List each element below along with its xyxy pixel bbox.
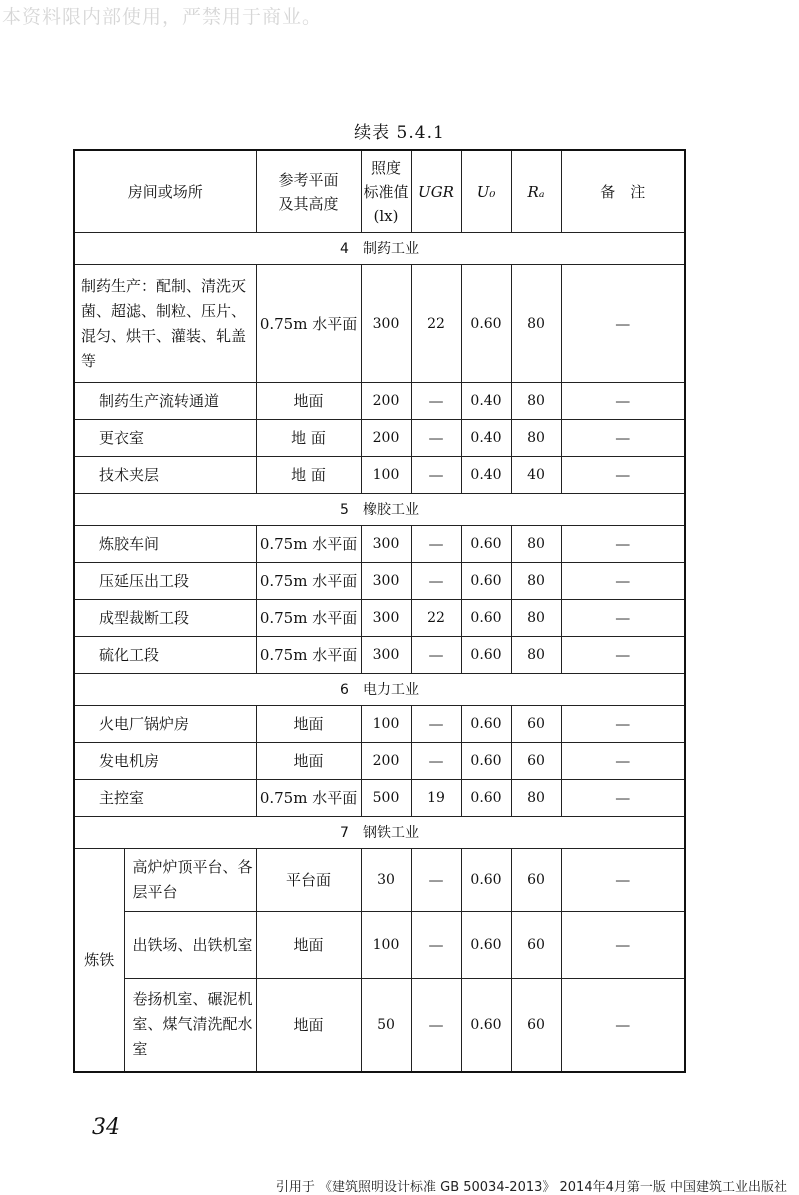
ugr-cell: — [411,526,461,563]
note-cell: — [561,383,685,420]
ra-cell: 60 [511,706,561,743]
header-plane-line2: 及其高度 [278,194,339,213]
section-row [74,494,685,526]
plane-cell: 0.75m 水平面 [256,600,361,637]
ra-cell: 60 [511,979,561,1072]
section-title: 4 制药工业 [74,233,685,265]
lux-cell: 300 [361,563,411,600]
header-ugr: UGR [411,150,461,233]
header-lux-line1: 照度 [371,158,402,177]
u0-cell: 0.60 [461,743,511,780]
ra-cell: 80 [511,563,561,600]
section-title: 5 橡胶工业 [74,494,685,526]
room-cell: 更衣室 [74,420,256,457]
ra-cell: 40 [511,457,561,494]
table-row [74,600,685,637]
lux-cell: 300 [361,637,411,674]
plane-cell: 0.75m 水平面 [256,637,361,674]
u0-cell: 0.40 [461,383,511,420]
u0-cell: 0.60 [461,780,511,817]
lux-cell: 200 [361,420,411,457]
plane-cell: 地面 [256,706,361,743]
note-cell: — [561,743,685,780]
header-lux-line3: (lx) [373,206,399,225]
header-plane-line1: 参考平面 [278,170,339,189]
plane-cell: 地面 [256,979,361,1072]
ra-cell: 60 [511,912,561,979]
header-lux [361,150,411,233]
header-ra: Rₐ [511,150,561,233]
u0-cell: 0.60 [461,526,511,563]
u0-cell: 0.60 [461,563,511,600]
ugr-cell: — [411,979,461,1072]
lux-cell: 30 [361,849,411,912]
ugr-cell: — [411,743,461,780]
room-cell: 高炉炉顶平台、各层平台 [124,849,256,912]
table-row [74,383,685,420]
section-row [74,233,685,265]
room-cell: 出铁场、出铁机室 [124,912,256,979]
page-number: 34 [92,1115,120,1140]
ra-cell: 80 [511,600,561,637]
ugr-cell: — [411,457,461,494]
ra-cell: 60 [511,743,561,780]
table-caption: 续表 5.4.1 [354,123,445,143]
note-cell: — [561,457,685,494]
ugr-cell: 19 [411,780,461,817]
u0-cell: 0.40 [461,457,511,494]
ugr-cell: — [411,420,461,457]
section-title: 7 钢铁工业 [74,817,685,849]
table-row [74,979,685,1072]
note-cell: — [561,265,685,383]
section-title: 6 电力工业 [74,674,685,706]
room-cell: 发电机房 [74,743,256,780]
ra-cell: 60 [511,849,561,912]
ugr-cell: 22 [411,600,461,637]
u0-cell: 0.60 [461,265,511,383]
note-cell: — [561,979,685,1072]
plane-cell: 0.75m 水平面 [256,563,361,600]
note-cell: — [561,706,685,743]
note-cell: — [561,780,685,817]
section-row [74,817,685,849]
ugr-cell: — [411,383,461,420]
room-cell: 火电厂锅炉房 [74,706,256,743]
table-row [74,743,685,780]
note-cell: — [561,600,685,637]
ugr-cell: — [411,563,461,600]
header-note: 备 注 [561,150,685,233]
room-cell: 卷扬机室、碾泥机室、煤气清洗配水室 [124,979,256,1072]
ugr-cell: — [411,637,461,674]
note-cell: — [561,912,685,979]
lux-cell: 200 [361,383,411,420]
ugr-cell: — [411,849,461,912]
lux-cell: 100 [361,457,411,494]
lux-cell: 300 [361,600,411,637]
lux-cell: 100 [361,706,411,743]
u0-cell: 0.60 [461,637,511,674]
ugr-cell: — [411,706,461,743]
plane-cell: 平台面 [256,849,361,912]
plane-cell: 地面 [256,912,361,979]
table-row [74,849,685,912]
header-lux-line2: 标准值 [363,182,409,201]
table-row [74,420,685,457]
ra-cell: 80 [511,420,561,457]
plane-cell: 0.75m 水平面 [256,526,361,563]
header-plane [256,150,361,233]
plane-cell: 地 面 [256,420,361,457]
note-cell: — [561,420,685,457]
u0-cell: 0.60 [461,706,511,743]
u0-cell: 0.60 [461,979,511,1072]
table-row [74,912,685,979]
room-cell: 制药生产：配制、清洗灭菌、超滤、制粒、压片、混匀、烘干、灌装、轧盖等 [74,265,256,383]
table-header-row [74,150,685,233]
lux-cell: 500 [361,780,411,817]
illuminance-table [73,149,686,1073]
room-cell: 技术夹层 [74,457,256,494]
section-row [74,674,685,706]
ugr-cell: — [411,912,461,979]
table-row [74,637,685,674]
note-cell: — [561,526,685,563]
room-cell: 压延压出工段 [74,563,256,600]
ugr-cell: 22 [411,265,461,383]
room-cell: 炼胶车间 [74,526,256,563]
u0-cell: 0.60 [461,912,511,979]
table-row [74,457,685,494]
table-row [74,706,685,743]
table-row [74,265,685,383]
ra-cell: 80 [511,526,561,563]
room-cell: 制药生产流转通道 [74,383,256,420]
ra-cell: 80 [511,265,561,383]
room-cell: 硫化工段 [74,637,256,674]
ra-cell: 80 [511,637,561,674]
u0-cell: 0.60 [461,600,511,637]
group-cell: 炼铁 [74,849,124,1072]
u0-cell: 0.60 [461,849,511,912]
table-row [74,563,685,600]
plane-cell: 0.75m 水平面 [256,780,361,817]
watermark: 本资料限内部使用，严禁用于商业。 [2,6,323,28]
plane-cell: 地面 [256,743,361,780]
lux-cell: 300 [361,526,411,563]
table-row [74,526,685,563]
lux-cell: 50 [361,979,411,1072]
note-cell: — [561,637,685,674]
room-cell: 成型裁断工段 [74,600,256,637]
ra-cell: 80 [511,383,561,420]
ra-cell: 80 [511,780,561,817]
note-cell: — [561,563,685,600]
plane-cell: 0.75m 水平面 [256,265,361,383]
header-u0: U₀ [461,150,511,233]
note-cell: — [561,849,685,912]
plane-cell: 地面 [256,383,361,420]
lux-cell: 200 [361,743,411,780]
table-row [74,780,685,817]
lux-cell: 100 [361,912,411,979]
lux-cell: 300 [361,265,411,383]
plane-cell: 地 面 [256,457,361,494]
header-room: 房间或场所 [74,150,256,233]
u0-cell: 0.40 [461,420,511,457]
room-cell: 主控室 [74,780,256,817]
citation-footer: 引用于 《建筑照明设计标准 GB 50034-2013》 2014年4月第一版 中国建筑工业出版社 [275,1180,787,1195]
